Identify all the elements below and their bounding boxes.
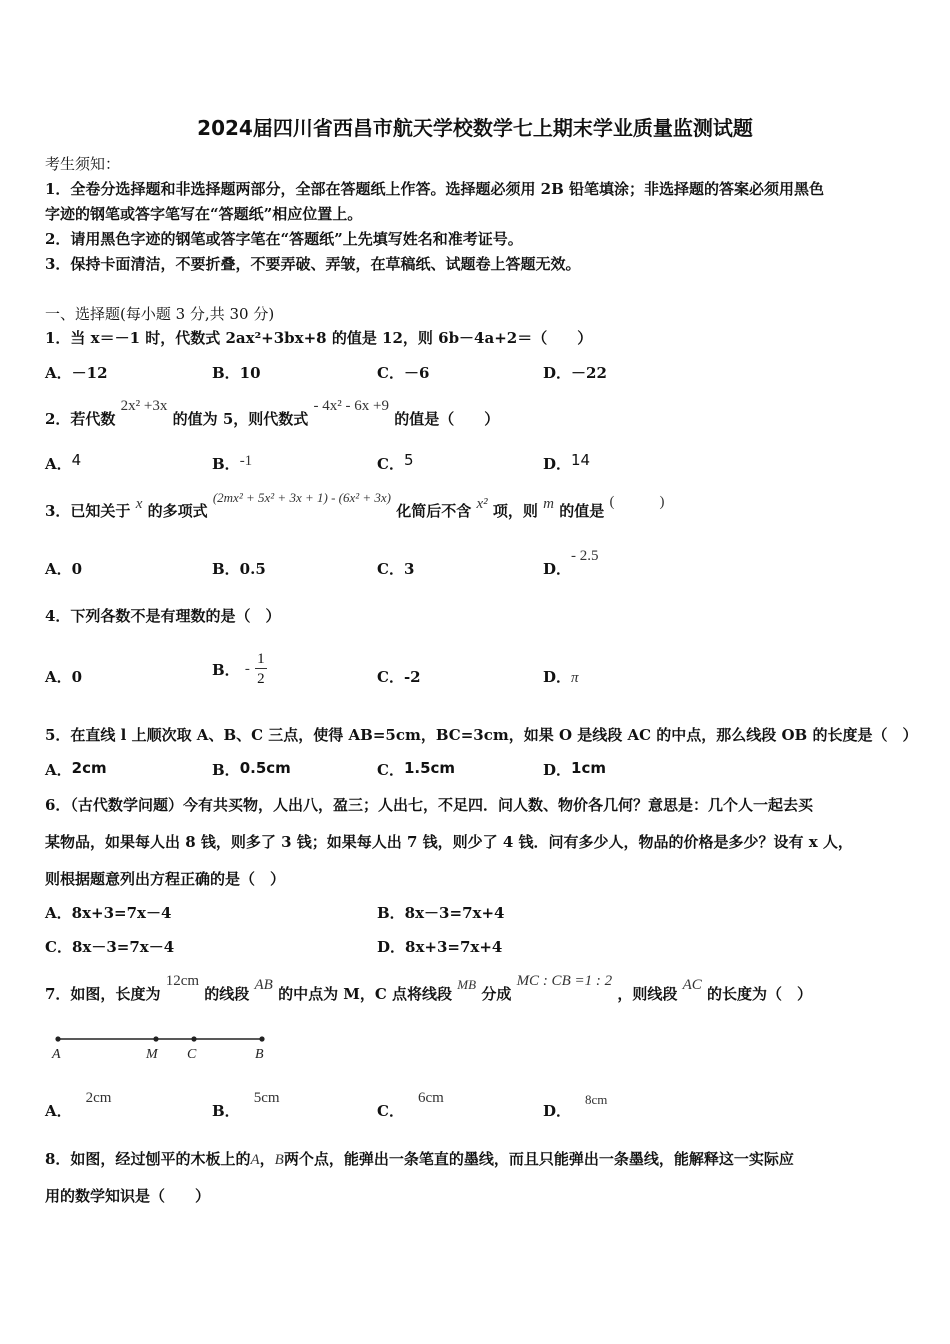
pi-symbol: π (571, 670, 579, 686)
q8-point-b: B (274, 1152, 284, 1168)
q4-fraction: $\frac{1}{2}$ (257, 651, 265, 687)
q3-expression: (2mx² + 5x² + 3x + 1) - (6x² + 3x) (212, 490, 392, 505)
q3-option-d: D．- 2.5 (543, 548, 599, 578)
q7-segment-ac: AC (682, 977, 702, 993)
q5-option-b: B．0.5cm (212, 759, 291, 779)
q2-option-c: C．5 (377, 451, 414, 473)
q2-text: 的值是（ ） (394, 410, 500, 428)
notice-item: 2．请用黑色字迹的钢笔或答字笔在“答题纸”上先填写姓名和准考证号。 (45, 230, 523, 248)
point-c (191, 1036, 196, 1041)
q8-point-a: A (250, 1152, 260, 1168)
q2-option-d: D．14 (543, 451, 591, 473)
q4-option-b: B． - $\frac{1}{2}$ (212, 651, 265, 687)
question-6-line: 某物品，如果每人出 8 钱，则多了 3 钱；如果每人出 7 钱，则少了 4 钱．问有多少人，物品的价格是多少？设有 x 人， (45, 833, 853, 851)
question-1-stem: 1．当 x＝－1 时，代数式 2ax²+3bx+8 的值是 12，则 6b－4a+2＝（ ） (45, 329, 593, 347)
question-5-stem: 5．在直线 l 上顺次取 A、B、C 三点，使得 AB=5cm，BC=3cm，如果 O 是线段 AC 的中点，那么线段 OB 的长度是（ ） (45, 726, 918, 744)
page-title: 2024届四川省西昌市航天学校数学七上期末学业质量监测试题 (197, 116, 753, 140)
q2-expression-1: 2x² +3x (120, 398, 168, 414)
question-8-line: 用的数学知识是（ ） (45, 1187, 211, 1205)
q3-option-c: C．3 (377, 560, 415, 578)
q7-ratio: MC : CB =1 : 2 (516, 973, 613, 989)
notice-item: 字迹的钢笔或答字笔写在“答题纸”相应位置上。 (45, 205, 363, 223)
question-3-stem: 3．已知关于 x 的多项式 (2mx² + 5x² + 3x + 1) - (6x² + 3x) 化简后不含 x² 项，则 m 的值是 ( ) (45, 490, 665, 520)
q7-segment-mb: MB (457, 977, 477, 992)
q1-option-b: B．10 (212, 364, 261, 382)
q2-text: 的值为 5，则代数式 (172, 410, 309, 428)
q6-option-b: B．8x－3=7x+4 (377, 904, 505, 922)
section-heading: 一、选择题(每小题 3 分,共 30 分) (45, 305, 275, 323)
notice-item: 1．全卷分选择题和非选择题两部分，全部在答题纸上作答。选择题必须用 2B 铅笔填涂；非选择题的答案必须用黑色 (45, 180, 825, 198)
q3-var-x: x (135, 496, 143, 512)
q6-option-a: A．8x+3=7x－4 (45, 904, 172, 922)
q6-option-c: C．8x－3=7x－4 (45, 938, 175, 956)
q3-answer-paren: ( ) (609, 494, 665, 510)
q3-option-a: A．0 (45, 560, 83, 578)
q1-option-c: C．－6 (377, 364, 430, 382)
q3-option-d-value: - 2.5 (571, 548, 599, 564)
q1-option-a: A．－12 (45, 364, 108, 382)
q4-option-d: D．π (543, 668, 579, 686)
q3-term: x² (476, 496, 488, 512)
question-4-stem: 4．下列各数不是有理数的是（ ） (45, 607, 281, 625)
q3-option-b: B．0.5 (212, 560, 266, 578)
q6-option-d: D．8x+3=7x+4 (377, 938, 503, 956)
q7-option-b: B．5cm (212, 1090, 280, 1120)
q5-option-a: A．2cm (45, 759, 107, 779)
q7-option-d: D．8cm (543, 1092, 608, 1120)
q5-option-c: C．1.5cm (377, 759, 456, 779)
q4-option-c: C．-2 (377, 668, 421, 686)
question-6-line: 则根据题意列出方程正确的是（ ） (45, 870, 286, 888)
point-label-b: B (255, 1047, 264, 1062)
point-a (55, 1036, 60, 1041)
question-7-stem: 7．如图，长度为 12cm 的线段 AB 的中点为 M，C 点将线段 MB 分成 MC : CB =1 : 2 ，则线段 AC 的长度为（ ） (45, 973, 812, 1003)
point-b (259, 1036, 264, 1041)
point-m (153, 1036, 158, 1041)
q2-option-a: A．4 (45, 451, 82, 473)
q7-segment-ab: AB (254, 977, 273, 993)
q4-option-a: A．0 (45, 668, 83, 686)
q3-var-m: m (543, 496, 554, 512)
q2-text: 2．若代数 (45, 410, 116, 428)
q2-option-b: B．-1 (212, 453, 253, 473)
point-label-m: M (146, 1047, 158, 1062)
notice-heading: 考生须知： (45, 155, 121, 173)
point-label-c: C (187, 1047, 197, 1062)
question-8-stem: 8．如图，经过刨平的木板上的A，B两个点，能弹出一条笔直的墨线，而且只能弹出一条墨线，能解释这一实际应 (45, 1150, 794, 1168)
notice-item: 3．保持卡面清洁，不要折叠，不要弄破、弄皱，在草稿纸、试题卷上答题无效。 (45, 255, 581, 273)
q7-option-a: A．2cm (45, 1090, 112, 1120)
q7-length: 12cm (165, 973, 200, 989)
q2-expression-2: - 4x² - 6x +9 (313, 398, 389, 414)
point-label-a: A (52, 1047, 61, 1062)
q7-option-c: C．6cm (377, 1090, 444, 1120)
question-6-line: 6．（古代数学问题）今有共买物，人出八，盈三；人出七，不足四．问人数、物价各几何？意思是：几个人一起去买 (45, 796, 813, 814)
q1-option-d: D．－22 (543, 364, 607, 382)
q7-segment-diagram (50, 1030, 280, 1064)
q5-option-d: D．1cm (543, 759, 606, 779)
question-2-stem (45, 398, 500, 429)
